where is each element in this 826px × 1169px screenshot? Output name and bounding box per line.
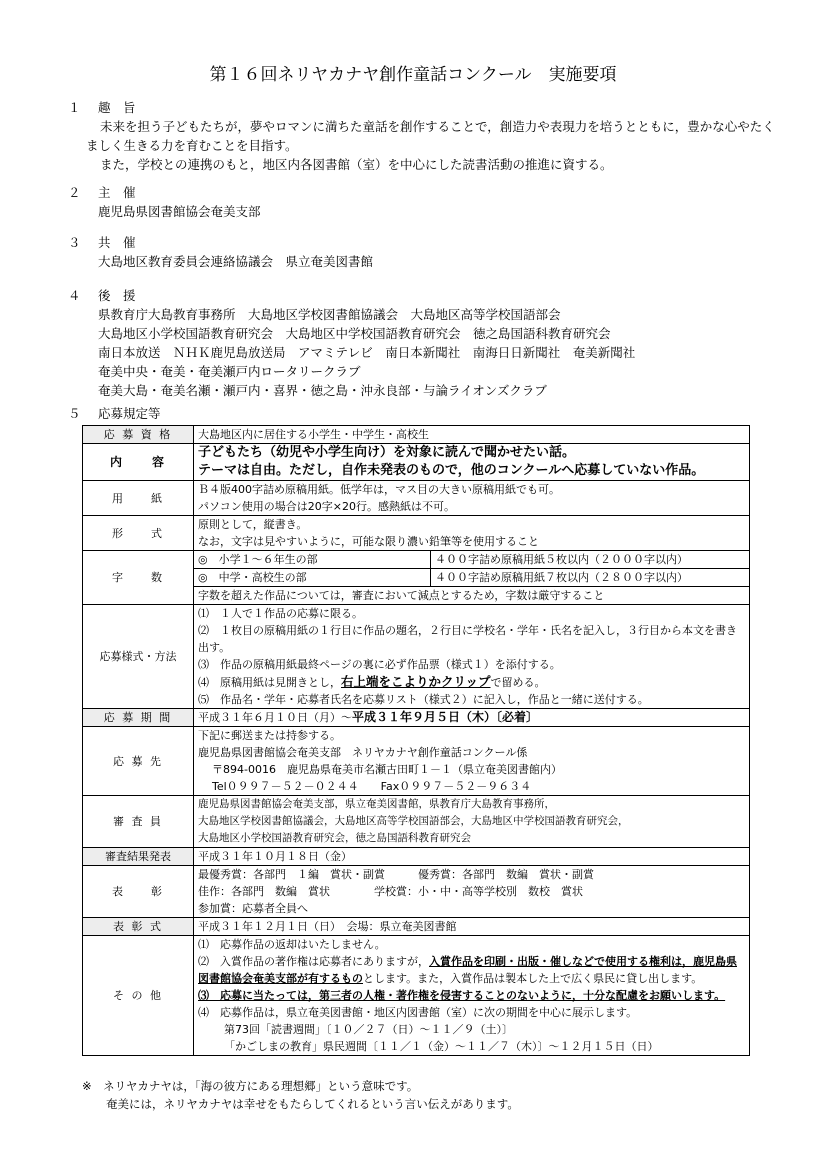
row-label: 応 募 資 格: [83, 426, 194, 444]
section-heading: 主 催: [98, 185, 136, 200]
row-label: 用 紙: [83, 481, 194, 516]
word-count-note: 字数を超えた作品については，審査において減点とするため，字数は厳守すること: [198, 589, 605, 602]
section-purpose: [68, 98, 786, 174]
section-cosponsor: [68, 233, 786, 271]
row-label: 内 容: [83, 444, 194, 481]
section-number: ４: [68, 288, 81, 303]
method-text: ⑷ 原稿用紙は見開きとし，: [198, 676, 341, 689]
support-line: 南日本放送 ＮＨＫ鹿児島放送局 アマミテレビ 南日本新聞社 南海日日新聞社 奄美新聞社: [98, 345, 636, 360]
address-line: 〒894-0016 鹿児島県奄美市名瀬古田町１－１（県立奄美図書館内）: [212, 763, 562, 776]
judge-line: 大島地区小学校国語教育研究会，徳之島国語科教育研究会: [198, 832, 471, 844]
word-count-limit: ４００字詰め原稿用紙５枚以内（２０００字以内）: [431, 551, 750, 569]
row-value: 平成３１年１０月１８日（金）: [194, 848, 750, 866]
cosponsor-text: 大島地区教育委員会連絡協議会 県立奄美図書館: [98, 254, 374, 269]
rules-table: [82, 425, 750, 1056]
table-row: [83, 516, 750, 551]
table-row: [83, 444, 750, 481]
table-row: [83, 709, 750, 727]
support-line: 奄美中央・奄美・奄美瀬戸内ロータリークラブ: [98, 364, 361, 379]
paper-line: Ｂ４版400字詰め原稿用紙。低学年は，マス目の大きい原稿用紙でも可。: [198, 483, 560, 496]
table-row: [83, 918, 750, 936]
row-value: 平成３１年１２月１日（日） 会場：県立奄美図書館: [194, 918, 750, 936]
support-line: 奄美大島・奄美名瀬・瀬戸内・喜界・徳之島・沖永良部・与論ライオンズクラブ: [98, 383, 547, 398]
paper-line: パソコン使用の場合は20字×20行。感熱紙は不可。: [198, 500, 455, 513]
other-text: とします。また，入賞作品は製本した上で広く県民に貸し出します。: [363, 972, 703, 985]
page-title: 第１６回ネリヤカナヤ創作童話コンクール 実施要項: [209, 65, 617, 85]
word-count-limit: ４００字詰め原稿用紙７枚以内（２８００字以内）: [431, 569, 750, 587]
section-number: １: [68, 100, 81, 115]
section-number: ３: [68, 235, 81, 250]
period-start: 平成３１年６月１０日（月）～: [198, 711, 352, 724]
period-deadline: 平成３１年９月５日（木）〔必着〕: [352, 710, 539, 724]
judge-line: 大島地区学校図書館協議会，大島地区高等学校国語部会，大島地区中学校国語教育研究会，: [198, 815, 629, 827]
content-line: テーマは自由。ただし，自作未発表のもので，他のコンクールへ応募していない作品。: [198, 463, 705, 478]
row-label: 応募様式・方法: [83, 605, 194, 709]
row-label: 応 募 先: [83, 727, 194, 796]
section-organizer: [68, 183, 786, 221]
row-value: 大島地区内に居住する小学生・中学生・高校生: [194, 426, 750, 444]
table-row: [83, 848, 750, 866]
other-emphasis: 入賞作品を印刷・出版・催しなどで使用する権利は，鹿児島県図書館協会奄美支部が有するもの: [198, 955, 737, 985]
support-line: 県教育庁大島教育事務所 大島地区学校図書館協議会 大島地区高等学校国語部会: [98, 307, 561, 322]
table-row: [83, 796, 750, 848]
row-label: 審査結果発表: [83, 848, 194, 866]
section-heading: 共 催: [98, 235, 136, 250]
method-text: で留める。: [490, 676, 546, 689]
footnote: [82, 1077, 519, 1113]
method-item: ⑸ 作品名・学年・応募者氏名を応募リスト（様式２）に記入し，作品と一緒に送付する。: [198, 693, 649, 706]
section-heading: 後 援: [98, 288, 136, 303]
other-text: ⑵ 入賞作品の著作権は応募者にありますが，: [198, 955, 429, 968]
row-label: 字 数: [83, 551, 194, 605]
table-row: [83, 936, 750, 1056]
section-support: [68, 286, 786, 400]
word-count-category: ◎ 中学・高校生の部: [194, 569, 431, 587]
table-row: [83, 551, 750, 605]
section-rules: [68, 404, 786, 423]
method-item: [198, 673, 745, 691]
section-number: ２: [68, 185, 81, 200]
word-count-category: ◎ 小学１～６年生の部: [194, 551, 431, 569]
method-item: ⑵ １枚目の原稿用紙の１行目に作品の題名，２行目に学校名・学年・氏名を記入し，３行目から本文を書き出す。: [198, 624, 737, 654]
award-line: 参加賞：応募者全員へ: [198, 902, 308, 915]
judge-line: 鹿児島県図書館協会奄美支部，県立奄美図書館，県教育庁大島教育事務所，: [198, 798, 555, 810]
row-label: 応 募 期 間: [83, 709, 194, 727]
address-line: 下記に郵送または持参する。: [198, 729, 341, 742]
row-label: 審 査 員: [83, 796, 194, 848]
award-line: 最優秀賞：各部門 １編 賞状・副賞 優秀賞：各部門 数編 賞状・副賞: [198, 868, 594, 881]
section-heading: 趣 旨: [98, 100, 136, 115]
table-row: [83, 727, 750, 796]
table-row: [83, 426, 750, 444]
format-line: 原則として，縦書き。: [198, 518, 308, 531]
other-item: ⑴ 応募作品の返却はいたしません。: [198, 938, 386, 951]
table-row: [83, 481, 750, 516]
purpose-text-2: また，学校との連携のもと，地区内各図書館（室）を中心にした読書活動の推進に資する。: [100, 157, 613, 172]
other-item: 「かごしまの教育」県民週間〔１１／１（金）～１１／７（木）〕～１２月１５日（日）: [224, 1040, 659, 1053]
table-row: [83, 866, 750, 918]
other-item: [198, 953, 745, 987]
other-item: 第73回「読書週間」〔１０／２７（日）～１１／９（土）〕: [224, 1023, 513, 1036]
section-number: ５: [68, 406, 81, 421]
method-emphasis: 右上端をこよりかクリップ: [341, 674, 491, 689]
section-heading: 応募規定等: [98, 406, 161, 421]
other-item: ⑶ 応募に当たっては，第三者の人権・著作権を侵害することのないように，十分な配慮をお願いします。: [198, 989, 726, 1002]
footnote-text: ネリヤカナヤは，「海の彼方にある理想郷」という意味です。: [103, 1079, 419, 1093]
address-line: Tel０９９７－５２－０２４４ Fax０９９７－５２－９６３４: [212, 780, 532, 793]
content-line: 子どもたち（幼児や小学生向け）を対象に読んで聞かせたい話。: [198, 445, 576, 460]
row-label: 表 彰: [83, 866, 194, 918]
purpose-text: 未来を担う子どもたちが，夢やロマンに満ちた童話を創作することで，創造力や表現力を培うとともに，豊かな心やたくましく生きる力を育むことを目指す。: [86, 119, 775, 153]
award-line: 佳作：各部門 数編 賞状 学校賞：小・中・高等学校別 数校 賞状: [198, 885, 583, 898]
footnote-text: 奄美には，ネリヤカナヤは幸せをもたらしてくれるという言い伝えがあります。: [106, 1097, 519, 1111]
organizer-text: 鹿児島県図書館協会奄美支部: [98, 204, 261, 219]
format-line: なお，文字は見やすいように，可能な限り濃い鉛筆等を使用すること: [198, 535, 539, 548]
address-line: 鹿児島県図書館協会奄美支部 ネリヤカナヤ創作童話コンクール係: [198, 746, 528, 759]
support-line: 大島地区小学校国語教育研究会 大島地区中学校国語教育研究会 徳之島国語科教育研究会: [98, 326, 611, 341]
method-item: ⑶ 作品の原稿用紙最終ページの裏に必ず作品票（様式１）を添付する。: [198, 658, 561, 671]
row-label: そ の 他: [83, 936, 194, 1056]
row-label: 表 彰 式: [83, 918, 194, 936]
other-item: ⑷ 応募作品は，県立奄美図書館・地区内図書館（室）に次の期間を中心に展示します。: [198, 1006, 638, 1019]
row-label: 形 式: [83, 516, 194, 551]
footnote-mark: ※: [82, 1079, 92, 1093]
method-item: ⑴ １人で１作品の応募に限る。: [198, 607, 363, 620]
table-row: [83, 605, 750, 709]
